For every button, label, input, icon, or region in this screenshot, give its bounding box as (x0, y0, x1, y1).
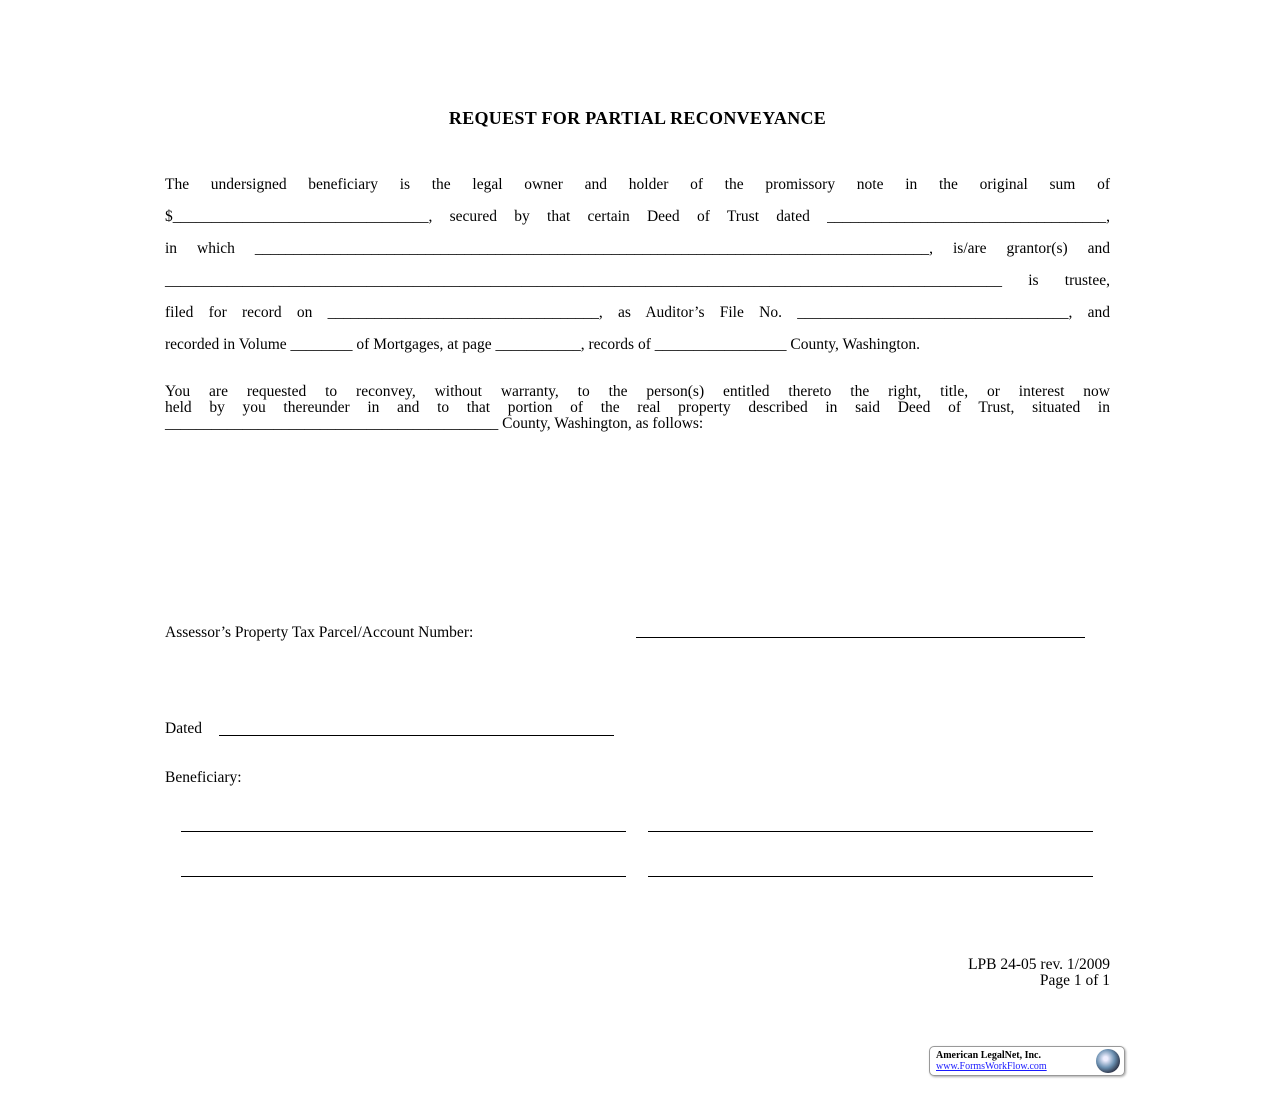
signature-line-3[interactable] (181, 876, 626, 877)
footer (968, 957, 1110, 989)
assessor-label: Assessor’s Property Tax Parcel/Account Number: (165, 624, 474, 641)
signature-line-1[interactable] (181, 831, 626, 832)
para1-line-1: The undersigned beneficiary is the legal owner and holder of the promissory note in the original sum of (165, 176, 1110, 193)
american-legalnet-logo[interactable] (929, 1046, 1125, 1076)
globe-icon (1096, 1049, 1120, 1073)
para1-line-5: filed for record on ___________________________________, as Auditor’s File No. ___________________________________, and (165, 304, 1110, 321)
form-id: LPB 24-05 rev. 1/2009 (968, 956, 1110, 973)
page-number: Page 1 of 1 (1039, 972, 1110, 989)
para2-line-3: ___________________________________________ County, Washington, as follows: (165, 415, 704, 432)
dated-label: Dated (165, 720, 203, 737)
para2-line-1: You are requested to reconvey, without warranty, to the person(s) entitled thereto the right, title, or interest now (165, 383, 1110, 400)
dated-line[interactable] (219, 735, 614, 736)
para1-line-3: in which _______________________________________________________________________________________, is/are grantor(s) and (165, 240, 1110, 257)
logo-url-link[interactable]: www.FormsWorkFlow.com (936, 1061, 1047, 1072)
reconvey-paragraph (165, 384, 1110, 432)
signature-line-4[interactable] (648, 876, 1093, 877)
para1-line-6: recorded in Volume ________ of Mortgages, at page ___________, records of _________________ County, Washington. (165, 336, 920, 353)
para2-line-2: held by you thereunder in and to that portion of the real property described in said Deed of Trust, situated in (165, 399, 1110, 416)
beneficiary-label: Beneficiary: (165, 769, 242, 786)
assessor-number-line[interactable] (636, 637, 1085, 638)
para1-line-2: $_________________________________, secured by that certain Deed of Trust dated ____________________________________, (165, 208, 1110, 225)
logo-name: American LegalNet, Inc. (936, 1050, 1041, 1061)
signature-line-2[interactable] (648, 831, 1093, 832)
document-title: REQUEST FOR PARTIAL RECONVEYANCE (448, 108, 827, 128)
para1-line-4: ____________________________________________________________________________________________________________ is trustee, (165, 272, 1110, 289)
